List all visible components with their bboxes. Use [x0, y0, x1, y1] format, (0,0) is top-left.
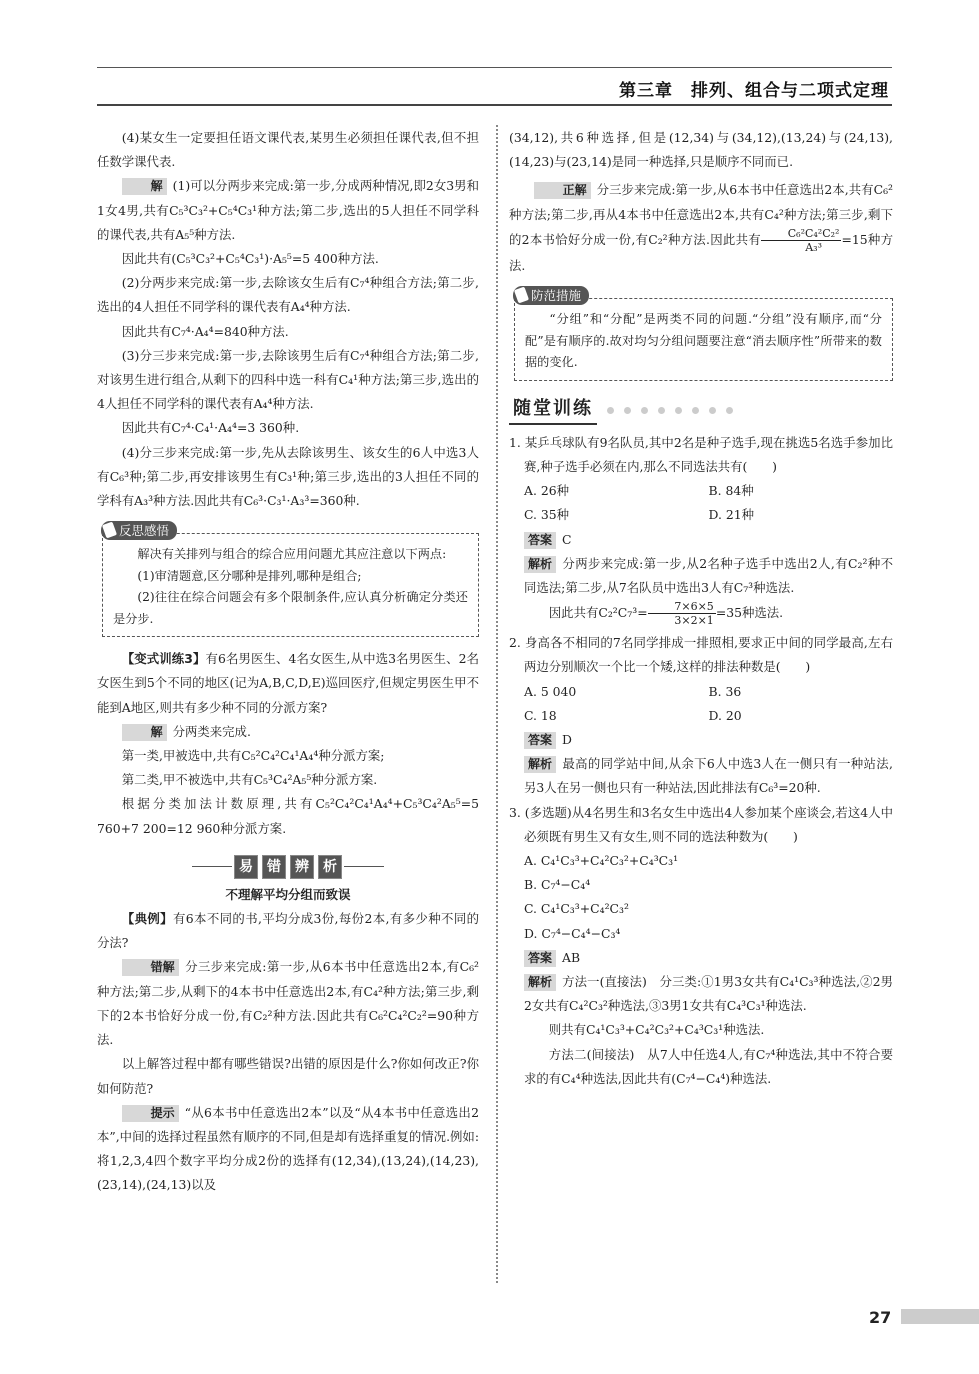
solution-tag-2: 解	[122, 724, 167, 741]
correct-solution: 正解 分三步来完成:第一步,从6本书中任意选出2本,共有C₆²种方法;第二步,再从4本书中任意选出2本,共有C₄²种方法;第三步,剩下的2本书恰好分成一份,有C₂²种方法.因此共有 $\frac{\text{C₆²C₄²C₂²}}{\text{A₃³}}$ =15种方法.	[509, 182, 893, 273]
hint-tag: 提示	[122, 1105, 179, 1122]
chapter-title: 第三章 排列、组合与二项式定理	[619, 81, 889, 101]
hint: 提示 “从6本书中任意选出2本”以及“从4本书中任意选出2本”,中间的选择过程虽然有顺序的不同,但是却有选择重复的情况.例如:将1,2,3,4四个数字平均分成2份的选择有(12,34),(13,24),(14,23),(23,14),(24,13)以及	[97, 1104, 479, 1193]
prevention-box	[514, 288, 893, 381]
result-3: 因此共有C₇⁴·C₄¹·A₄⁴=3 360种.	[121, 420, 300, 436]
question-3-answer: 答案 AB	[509, 946, 893, 970]
variant-heading: 【变式训练3】	[121, 651, 206, 667]
option: A. 5 040	[524, 683, 577, 699]
wrong-solution-tag: 错解	[122, 959, 179, 976]
result-2: 因此共有C₇⁴·A₄⁴=840种方法.	[121, 323, 289, 339]
solution-part-3: (3)分三步来完成:第一步,去除该男生后有C₇⁴种组合方法;第二步,对该男生进行组合,从剩下的四科中选一科有C₄¹种方法;第三步,选出的4人担任不同学科的课代表有A₄⁴种方法.	[97, 347, 479, 412]
option: D. C₇⁴−C₄⁴−C₃⁴	[524, 925, 621, 941]
analysis-tag: 解析	[524, 556, 556, 573]
variant-exercise: 【变式训练3】有6名男医生、4名女医生,从中选3名男医生、2名女医生到5个不同的地区(记为A,B,C,D,E)巡回医疗,但规定男医生甲不能到A地区,则共有多少种不同的分派方案?	[97, 651, 479, 715]
question-1-options-row-1	[509, 479, 893, 503]
question-3-option-a	[509, 849, 893, 873]
prevention-text: “分组”和“分配”是两类不同的问题.“分组”没有顺序,而“分配”是有顺序的.故对均匀分组问题要注意“消去顺序性”所带来的数据的变化.	[525, 312, 882, 370]
heading-dots	[607, 407, 733, 414]
page-number-bar	[901, 1309, 979, 1324]
hint-continued: (34,12),共6种选择,但是(12,34)与(34,12),(13,24)与(24,13),(14,23)与(23,14)是同一种选择,只是顺序不同而已.	[509, 130, 893, 170]
option: D. 21种	[708, 507, 755, 523]
banner-char-1: 易	[234, 855, 258, 879]
pencil-icon	[102, 522, 117, 539]
option: A. 26种	[524, 483, 569, 499]
option: C. C₄¹C₃³+C₄²C₃²	[524, 901, 629, 917]
error-subtitle: 不理解平均分组而致误	[225, 886, 351, 902]
example-problem: 【典例】有6本不同的书,平均分成3份,每份2本,有多少种不同的分法?	[97, 911, 480, 951]
header-top-rule	[97, 67, 892, 68]
option: D. 20	[708, 707, 742, 723]
analysis-tag: 解析	[524, 974, 556, 991]
problem-part-4: (4)某女生一定要担任语文课代表,某男生必须担任课代表,但不担任数学课代表.	[97, 130, 479, 170]
reflection-text-2: (1)审清题意,区分哪种是排列,哪种是组合;	[137, 568, 362, 583]
variant-case-2: 第二类,甲不被选中,共有C₅³C₄²A₅⁵种分派方案.	[121, 772, 378, 788]
question-2-answer: 答案 D	[509, 728, 893, 752]
question-1-fraction: $\frac{7\times 6\times 5}{3\times 2\times 1}$	[648, 600, 716, 627]
pencil-icon	[514, 287, 529, 304]
solution-part-4: (4)分三步来完成:第一步,先从去除该男生、该女生的6人中选3人有C₆³种;第二步,再安排该男生有C₃¹种;第三步,选出的3人担任不同的学科有A₃³种方法.因此共有C₆³·C₃¹·A₃³=360种.	[97, 444, 479, 509]
error-analysis-banner	[97, 855, 479, 879]
column-divider	[496, 125, 498, 1283]
variant-total: 根据分类加法计数原理,共有C₅²C₄²C₄¹A₄⁴+C₅³C₄²A₅⁵=5 760+7 200=12 960种分派方案.	[97, 796, 479, 836]
variant-case-1: 第一类,甲被选中,共有C₅²C₄²C₄¹A₄⁴种分派方案;	[121, 748, 385, 764]
result-1: 因此共有(C₅³C₃²+C₅⁴C₃¹)·A₅⁵=5 400种方法.	[121, 251, 379, 267]
option: B. 84种	[708, 483, 754, 499]
banner-char-2: 错	[262, 855, 286, 879]
question-1-options-row-2	[509, 503, 893, 527]
question-3-total: 则共有C₄¹C₃³+C₄²C₃²+C₄³C₃¹种选法.	[548, 1022, 765, 1038]
option: B. C₇⁴−C₄⁴	[524, 877, 591, 893]
question-3: 3. (多选题)从4名男生和3名女生中选出4人参加某个座谈会,若这4人中必须既有男生又有女生,则不同的选法种数为( )	[509, 804, 893, 844]
reflection-text-3: (2)往往在综合问题会有多个限制条件,应认真分析确定分类还是分步.	[113, 590, 468, 626]
question-1-analysis: 解析 分两步来完成:第一步,从2名种子选手中选出2人,有C₂²种不同选法;第二步,从7名队员中选出3人有C₇³种选法.	[524, 555, 893, 595]
analysis-tag: 解析	[524, 756, 556, 773]
question-1-calc: 因此共有C₂²C₇³= $\frac{7\times 6\times 5}{3\times 2\times 1}$ =35种选法.	[548, 600, 784, 628]
option: B. 36	[708, 683, 742, 699]
banner-line-left	[192, 866, 232, 867]
question-3-option-b	[509, 873, 893, 897]
answer-tag: 答案	[524, 950, 556, 967]
reflection-box	[102, 523, 479, 637]
option: C. 35种	[524, 507, 570, 523]
left-column	[97, 126, 479, 1198]
example-heading: 【典例】	[121, 911, 173, 927]
answer-tag: 答案	[524, 532, 556, 549]
solution-part-1: 解 (1)可以分两步来完成:第一步,分成两种情况,即2女3男和1女4男,共有C₅³C₃²+C₅⁴C₃¹种方法;第二步,选出的5人担任不同学科的课代表,共有A₅⁵种方法.	[97, 178, 479, 242]
question-1: 1. 某乒乓球队有9名队员,其中2名是种子选手,现在挑选5名选手参加比赛,种子选手必须在内,那么不同选法共有( )	[509, 434, 893, 474]
option: C. 18	[524, 707, 557, 723]
question-3-option-c	[509, 897, 893, 921]
banner-char-4: 析	[318, 855, 342, 879]
correct-fraction: $\frac{\text{C₆²C₄²C₂²}}{\text{A₃³}}$	[761, 227, 842, 254]
question-2-options-row-2	[509, 704, 893, 728]
option: A. C₄¹C₃³+C₄²C₃²+C₄³C₃¹	[524, 852, 679, 868]
banner-char-3: 辨	[290, 855, 314, 879]
page-number: 27	[869, 1308, 892, 1327]
practice-heading	[509, 397, 893, 425]
header-bottom-rule	[97, 104, 892, 106]
reflection-text-1: 解决有关排列与组合的综合应用问题尤其应注意以下两点:	[137, 547, 447, 562]
question-3-option-d	[509, 922, 893, 946]
variant-solution: 解 分两类来完成.	[97, 720, 479, 744]
question-2: 2. 身高各不相同的7名同学排成一排照相,要求正中间的同学最高,左右两边分别顺次一个比一个矮,这样的排法种数是( )	[509, 635, 893, 675]
question-3-method-2: 方法二(间接法) 从7人中任选4人,有C₇⁴种选法,其中不符合要求的有C₄⁴种选法,因此共有(C₇⁴−C₄⁴)种选法.	[524, 1046, 893, 1086]
question-2-analysis: 解析 最高的同学站中间,从余下6人中选3人在一侧只有一种站法,另3人在另一侧也只有一种站法,因此排法有C₆³=20种.	[524, 756, 893, 796]
reflection-title: 反思感悟	[101, 521, 177, 540]
answer-tag: 答案	[524, 732, 556, 749]
prevention-title: 防范措施	[513, 286, 589, 305]
solution-tag: 解	[122, 178, 167, 195]
solution-part-2: (2)分两步来完成:第一步,去除该女生后有C₇⁴种组合方法;第二步,选出的4人担任不同学科的课代表有A₄⁴种方法.	[97, 275, 479, 315]
practice-title: 随堂训练	[509, 397, 597, 425]
reflection-question: 以上解答过程中都有哪些错误?出错的原因是什么?你如何改正?你如何防范?	[97, 1056, 479, 1096]
right-column	[509, 126, 893, 1091]
banner-line-right	[344, 866, 384, 867]
correct-solution-tag: 正解	[534, 182, 591, 199]
question-2-options-row-1	[509, 680, 893, 704]
question-1-answer: 答案 C	[509, 528, 893, 552]
question-3-analysis: 解析 方法一(直接法) 分三类:①1男3女共有C₄¹C₃³种选法,②2男2女共有C₄²C₃²种选法,③3男1女共有C₄³C₃¹种选法.	[524, 973, 893, 1014]
wrong-solution: 错解 分三步来完成:第一步,从6本书中任意选出2本,有C₆²种方法;第二步,从剩下的4本书中任意选出2本,有C₄²种方法;第三步,剩下的2本书恰好分成一份,有C₂²种方法.因此共有C₆²C₄²C₂²=90种方法.	[97, 959, 479, 1048]
